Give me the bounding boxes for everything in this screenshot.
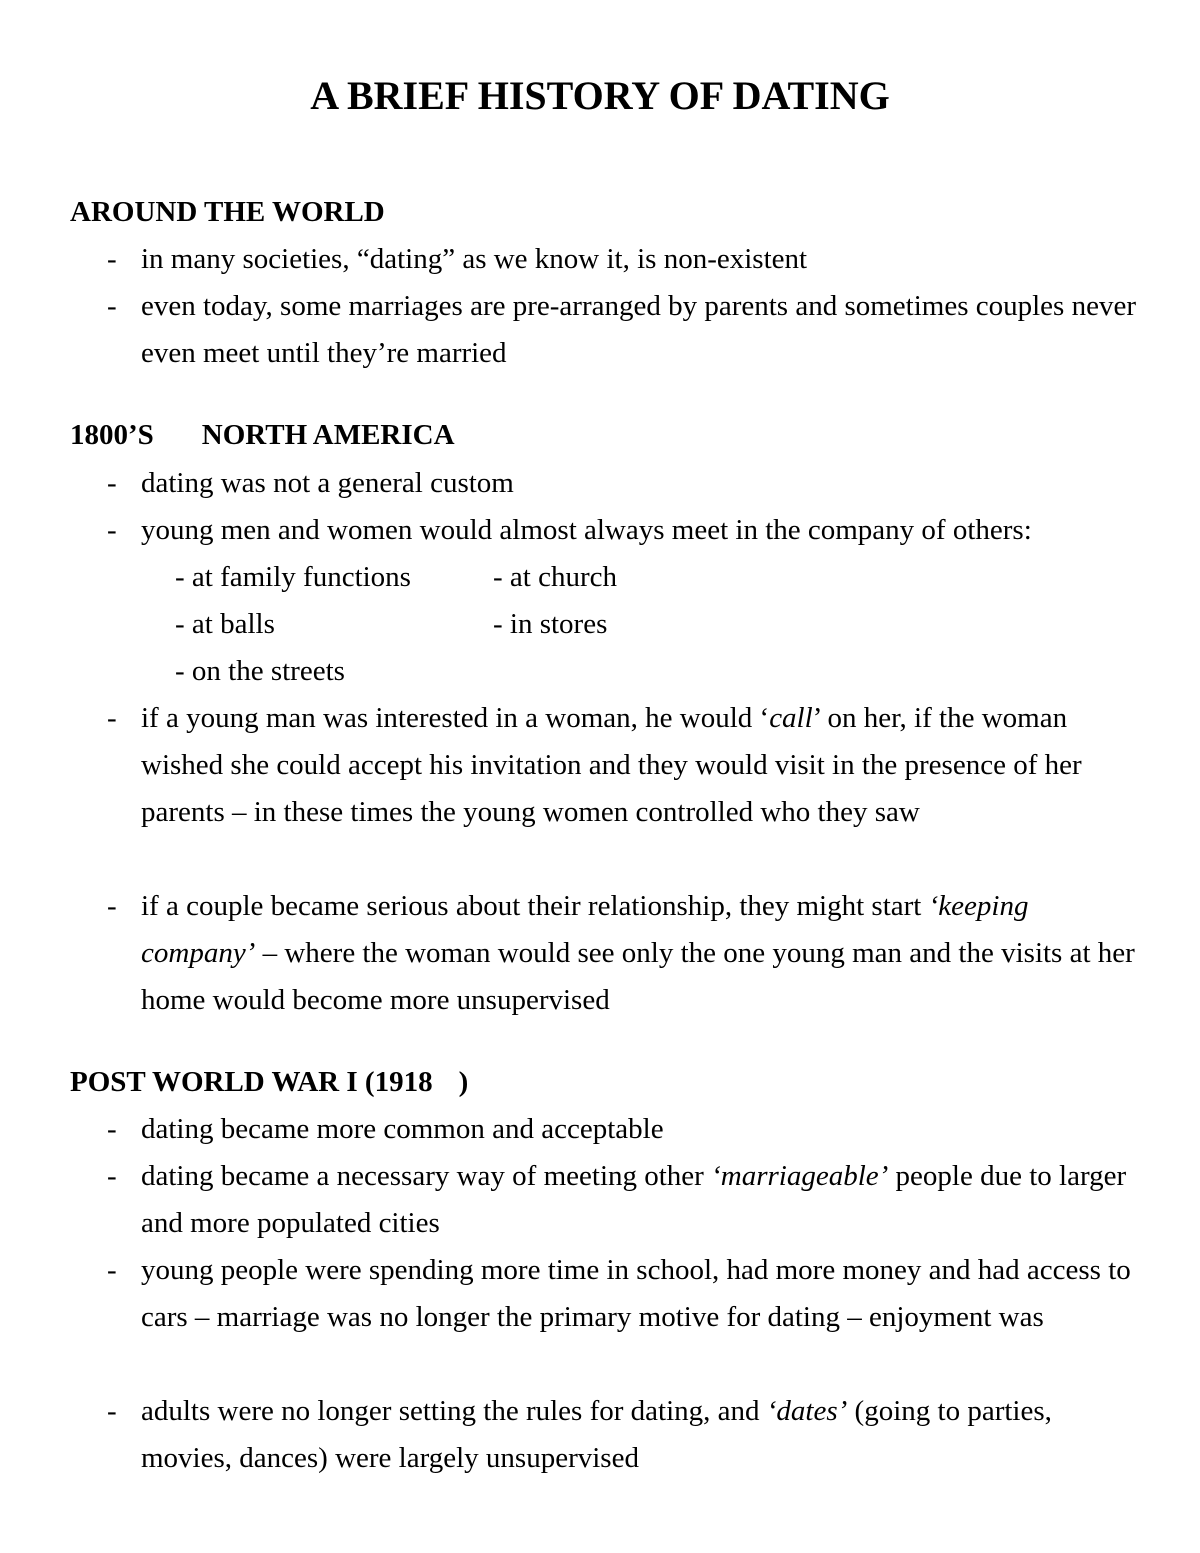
sub-item-streets: - on the streets bbox=[175, 655, 345, 687]
sub-item-family-functions: - at family functions bbox=[175, 561, 411, 593]
list-item bbox=[107, 460, 1147, 507]
list-item bbox=[107, 1153, 1147, 1247]
bullet-text: dating was not a general custom bbox=[141, 467, 514, 499]
text-run: – where the woman would see only the one young man and the visits at her home would become more unsupervised bbox=[141, 937, 1135, 1016]
bullet-dash: - bbox=[107, 1254, 117, 1286]
heading-close: ) bbox=[458, 1066, 469, 1098]
text-run: if a couple became serious about their relationship, they might start bbox=[141, 890, 929, 922]
bullet-text bbox=[141, 1153, 1137, 1247]
bullet-text: in many societies, “dating” as we know it, is non-existent bbox=[141, 243, 808, 275]
bullet-text bbox=[141, 883, 1137, 1024]
bullet-dash: - bbox=[107, 243, 117, 275]
bullet-text: young men and women would almost always meet in the company of others: bbox=[141, 514, 1032, 546]
bullet-text: even today, some marriages are pre-arranged by parents and sometimes couples never even meet until they’re married bbox=[141, 290, 1136, 369]
bullet-dash: - bbox=[107, 1113, 117, 1145]
document-title: A BRIEF HISTORY OF DATING bbox=[310, 73, 890, 118]
bullet-dash: - bbox=[107, 467, 117, 499]
text-run: people due to larger and more populated cities bbox=[141, 1160, 1127, 1239]
bullet-dash: - bbox=[107, 890, 117, 922]
list-item bbox=[107, 883, 1147, 1024]
section-heading-around-the-world: AROUND THE WORLD bbox=[70, 196, 385, 228]
bullet-text bbox=[141, 1388, 1137, 1482]
sub-item-balls: - at balls bbox=[175, 608, 275, 640]
text-run: dating became a necessary way of meeting other bbox=[141, 1160, 712, 1192]
text-run: (going to parties, movies, dances) were largely unsupervised bbox=[141, 1395, 1052, 1474]
heading-era: 1800’S bbox=[70, 419, 154, 451]
bullet-text: young people were spending more time in school, had more money and had access to cars – marriage was no longer the primary motive for dating – enjoyment was bbox=[141, 1254, 1131, 1333]
bullet-text bbox=[141, 695, 1137, 836]
bullet-dash: - bbox=[107, 290, 117, 322]
bullet-dash: - bbox=[107, 1395, 117, 1427]
list-item bbox=[107, 1388, 1147, 1482]
bullet-text: dating became more common and acceptable bbox=[141, 1113, 664, 1145]
section-heading-1800s bbox=[70, 415, 455, 455]
text-run: adults were no longer setting the rules for dating, and bbox=[141, 1395, 767, 1427]
sub-item-church: - at church bbox=[493, 561, 617, 593]
list-item bbox=[107, 507, 1147, 554]
sub-item-stores: - in stores bbox=[493, 608, 608, 640]
heading-region: NORTH AMERICA bbox=[201, 419, 455, 451]
heading-era: POST WORLD WAR I (1918 bbox=[70, 1066, 433, 1098]
list-item bbox=[107, 1106, 1147, 1153]
list-item bbox=[107, 283, 1147, 377]
text-run: ’ on her, if the woman wished she could accept his invitation and they would visit in the presence of her parents – in these times the young women controlled who they saw bbox=[141, 702, 1082, 828]
bullet-dash: - bbox=[107, 514, 117, 546]
bullet-dash: - bbox=[107, 702, 117, 734]
emphasis-text: ‘marriageable’ bbox=[711, 1160, 889, 1192]
emphasis-text: ‘dates’ bbox=[766, 1395, 848, 1427]
emphasis-text: call bbox=[769, 702, 813, 734]
text-run: if a young man was interested in a woman, he would ‘ bbox=[141, 702, 770, 734]
section-heading-post-ww1 bbox=[70, 1062, 468, 1102]
list-item bbox=[107, 1247, 1147, 1341]
list-item bbox=[107, 695, 1147, 836]
list-item bbox=[107, 236, 1147, 283]
emphasis-text: ‘keeping company’ bbox=[141, 890, 1029, 969]
bullet-dash: - bbox=[107, 1160, 117, 1192]
